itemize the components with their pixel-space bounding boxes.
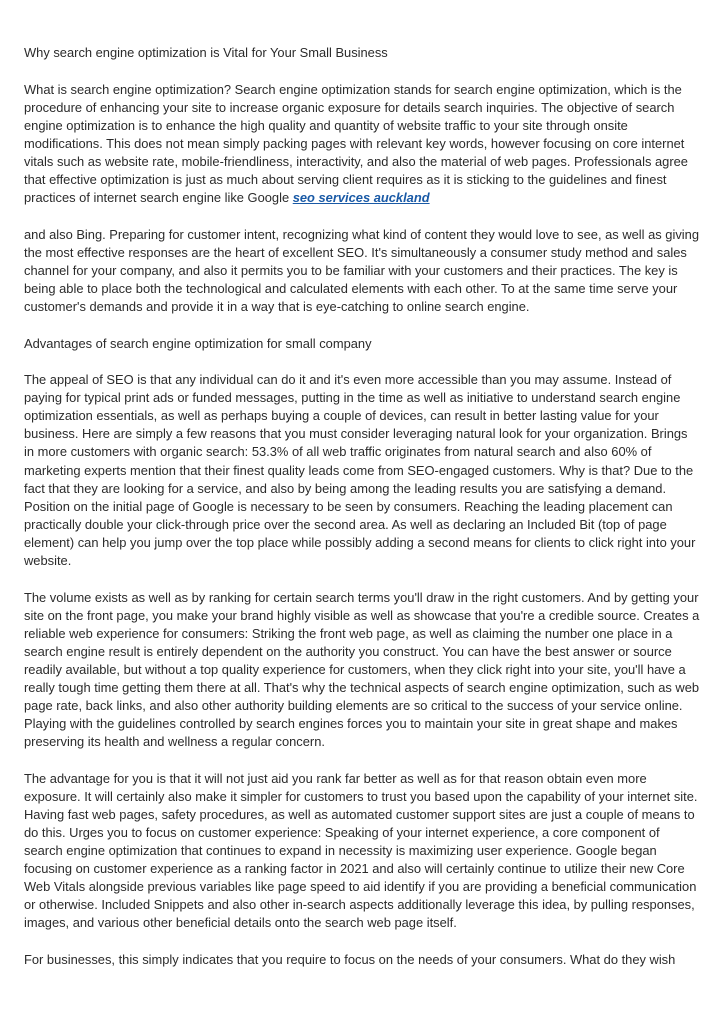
article-body — [24, 44, 700, 987]
paragraph-advantage: The advantage for you is that it will not just aid you rank far better as well as for that reason obtain even more exposure. It will certainly also make it simpler for customers to trust you based upon the capability of your internet site. Having fast web pages, safety procedures, as well as automated customer support sites are just a couple of means to do this. Urges you to focus on customer experience: Speaking of your internet experience, a core component of search engine optimization that continues to expand in necessity is maximizing user experience. Google began focusing on customer experience as a ranking factor in 2021 and also will certainly continue to utilize their new Core Web Vitals alongside previous variables like page speed to aid identify if you are providing a beneficial communication or otherwise. Included Snippets and also other in-search aspects additionally leverage this idea, by pulling responses, images, and various other beneficial details onto the search web page itself. — [24, 770, 698, 931]
paragraph-volume: The volume exists as well as by ranking for certain search terms you'll draw in the right customers. And by getting your site on the front page, you make your brand highly visible as well as showcase that you're a credible source. Creates a reliable web experience for consumers: Striking the front web page, as well as claiming the number one place in a search engine result is entirely dependent on the authority you construct. You can have the best answer or source readily available, but without a top quality experience for customers, when they click right into your site, you'll have a really tough time getting them there at all. That's why the technical aspects of search engine optimization, such as web page rate, back links, and also other authority building elements are so critical to the success of your service online. Playing with the guidelines controlled by search engines forces you to maintain your site in great shape and makes preserving its health and wellness a regular concern. — [24, 589, 700, 750]
paragraph-intro-text: What is search engine optimization? Search engine optimization stands for search engine optimization, which is the procedure of enhancing your site to increase organic exposure for details search inquiries. The objective of search engine optimization is to enhance the high quality and quantity of website traffic to your site through onsite modifications. This does not mean simply packing pages with relevant key words, however focusing on core internet vitals such as website rate, mobile-friendliness, interactivity, and also the material of web pages. Professionals agree that effective optimization is just as much about serving client requires as it is sticking to the guidelines and finest practices of internet search engine like Google — [24, 81, 688, 206]
paragraph-bing: and also Bing. Preparing for customer intent, recognizing what kind of content they would love to see, as well as giving the most effective responses are the heart of excellent SEO. It's simultaneously a consumer study method and sales channel for your company, and also it permits you to be familiar with your customers and their practices. The key is being able to place both the technological and calculated elements with each other. To at the same time serve your customer's demands and provide it in a way that is eye-catching to online search engine. — [24, 226, 699, 315]
paragraph-intro — [24, 81, 700, 208]
article-title: Why search engine optimization is Vital for Your Small Business — [24, 45, 388, 60]
seo-services-link[interactable]: seo services auckland — [292, 190, 430, 206]
paragraph-businesses: For businesses, this simply indicates that you require to focus on the needs of your consumers. What do they wish — [24, 951, 676, 967]
paragraph-appeal: The appeal of SEO is that any individual can do it and it's even more accessible than you may assume. Instead of paying for typical print ads or funded messages, putting in the time as well as initiative to understand search engine optimization essentials, as well as perhaps buying a couple of devices, can result in better lasting value for your business. Here are simply a few reasons that you must consider leveraging natural look for your organization. Brings in more customers with organic search: 53.3% of all web traffic originates from natural search and also 60% of marketing experts mention that their finest quality leads come from SEO-engaged customers. Why is that? Due to the fact that they are looking for a service, and also by being among the leading results you are satisfying a demand. Position on the initial page of Google is necessary to be seen by consumers. Reaching the leading placement can practically double your click-through price over the second area. As well as declaring an Included Bit (top of page element) can help you jump over the top place while possibly adding a second means for clients to click right into your website. — [24, 372, 696, 569]
section-heading-advantages: Advantages of search engine optimization for small company — [24, 335, 372, 351]
